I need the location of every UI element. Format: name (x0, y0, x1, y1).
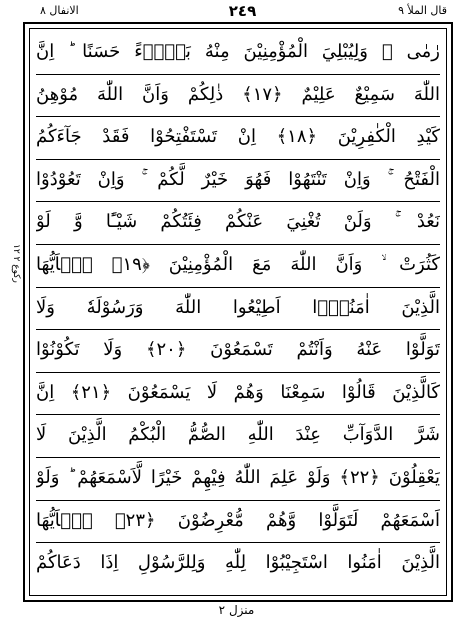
text-line: نَعُدْ ۚ وَلَنْ تُغْنِيَ عَنْكُمْ فِئَتُكُمْ شَيْـًٔا وَّ لَوْ (36, 202, 440, 245)
text-line: كَالَّذِيْنَ قَالُوْا سَمِعْنَا وَهُمْ لَا يَسْمَعُوْنَ ﴿٢١﴾ اِنَّ (36, 373, 440, 416)
text-line: الْفَتْحُ ۚ وَاِنْ تَنْتَهُوْا فَهُوَ خَيْرٌ لَّكُمْ ۚ وَاِنْ تَعُوْدُوْا (36, 160, 440, 203)
page-number: ٢٤٩ (228, 2, 257, 20)
text-line: رٰمٰى ۚ وَلِيُبْلِيَ الْمُؤْمِنِيْنَ مِنْهُ بَلَاۤءً حَسَنًا ؕ اِنَّ (36, 32, 440, 75)
text-line: كَيْدِ الْكٰفِرِيْنَ ﴿١٨﴾ اِنْ تَسْتَفْتِحُوْا فَقَدْ جَآءَكُمُ (36, 117, 440, 160)
text-block (36, 32, 440, 586)
text-line: اَسْمَعَهُمْ لَتَوَلَّوْا وَّهُمْ مُّعْرِضُوْنَ ﴿٢٣﴾ يٰۤاَيُّهَا (36, 501, 440, 544)
manzil-footer: منزل ٢ (218, 603, 255, 617)
text-line: شَرَّ الدَّوَآبِّ عِنْدَ اللّٰهِ الصُّمُّ الْبُكْمُ الَّذِيْنَ لَا (36, 415, 440, 458)
text-line: الَّذِيْنَ اٰمَنُوا اسْتَجِيْبُوْا لِلّٰهِ وَلِلرَّسُوْلِ اِذَا دَعَاكُمْ (36, 552, 440, 574)
text-line: تَوَلَّوْا عَنْهُ وَاَنْتُمْ تَسْمَعُوْنَ ﴿٢٠﴾ وَلَا تَكُوْنُوْا (36, 330, 440, 373)
text-line: كَثُرَتْ ۙ وَاَنَّ اللّٰهَ مَعَ الْمُؤْمِنِيْنَ ﴿١٩﴾ يٰۤاَيُّهَا (36, 245, 440, 288)
text-line: يَعْقِلُوْنَ ﴿٢٢﴾ وَلَوْ عَلِمَ اللّٰهُ فِيْهِمْ خَيْرًا لَّاَسْمَعَهُمْ ؕ وَلَوْ (36, 458, 440, 501)
text-line: اللّٰهَ سَمِيْعٌ عَلِيْمٌ ﴿١٧﴾ ذٰلِكُمْ وَاَنَّ اللّٰهَ مُوْهِنُ (36, 75, 440, 118)
surah-name: الانفال ٨ (40, 4, 79, 17)
page-header (26, 2, 459, 22)
text-line: الَّذِيْنَ اٰمَنُوْۤا اَطِيْعُوا اللّٰهَ وَرَسُوْلَهٗ وَلَا (36, 288, 440, 331)
ruku-marker: ركوع ٢ ١٢ (11, 244, 21, 283)
juz-name: قال الملأ ٩ (398, 4, 447, 17)
